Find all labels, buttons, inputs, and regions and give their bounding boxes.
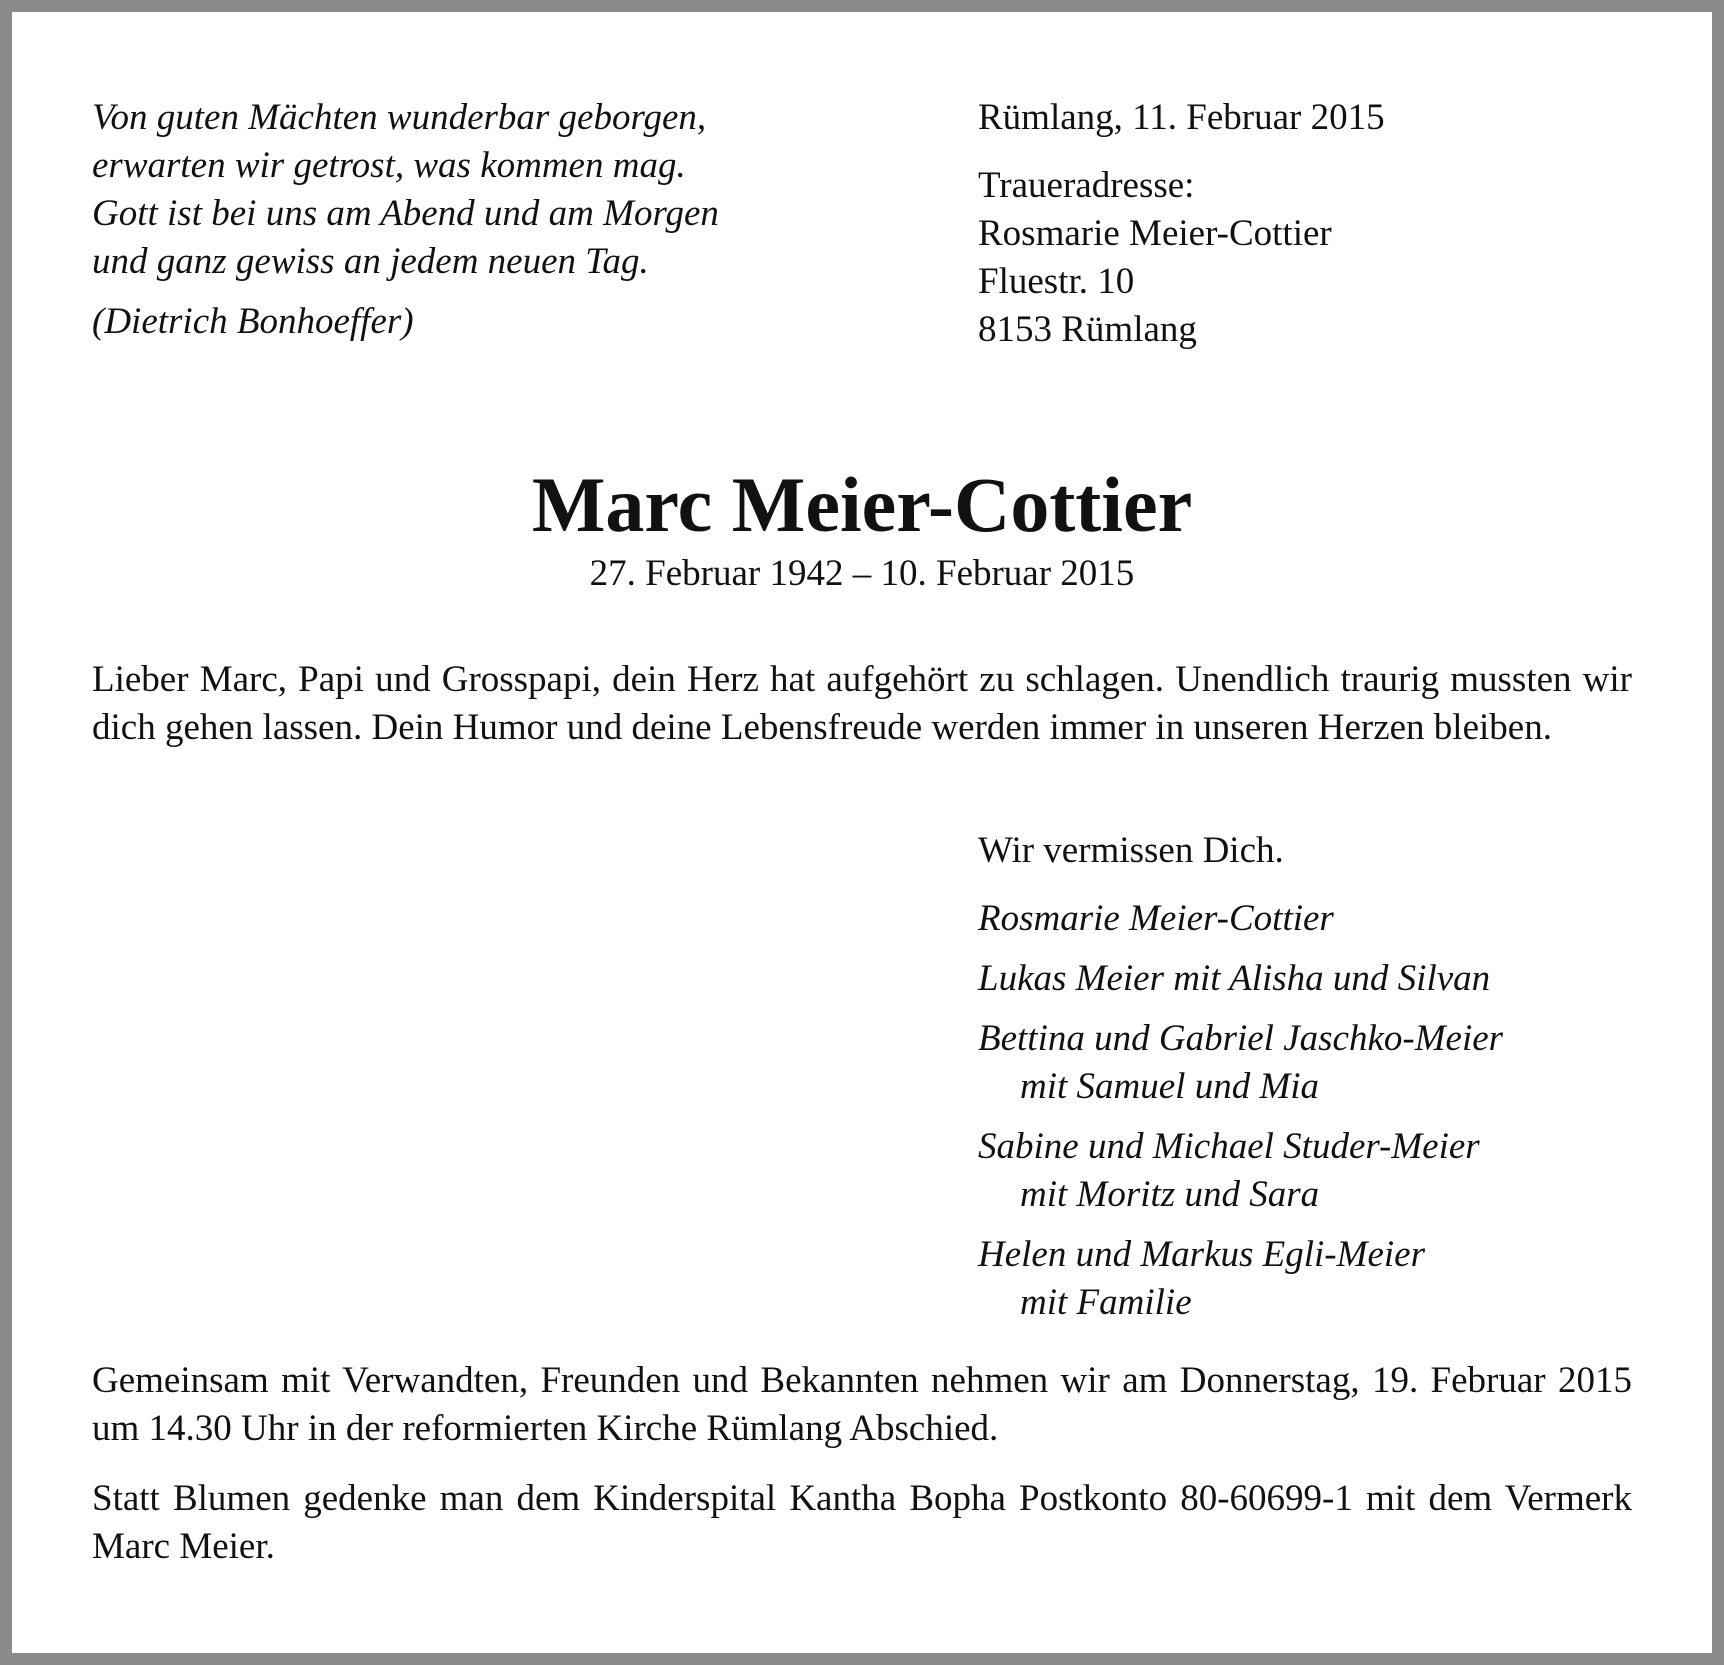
header-info bbox=[978, 94, 1678, 354]
family-member-children: mit Familie bbox=[1020, 1282, 1192, 1323]
address-label: Traueradresse: bbox=[978, 165, 1195, 206]
deceased-block bbox=[12, 460, 1712, 598]
family-member-name: Helen und Markus Egli-Meier bbox=[978, 1234, 1425, 1275]
address-city: 8153 Rümlang bbox=[978, 309, 1197, 350]
poem-line: Gott ist bei uns am Abend und am Morgen bbox=[92, 193, 719, 234]
family-member-name: Sabine und Michael Studer-Meier bbox=[978, 1126, 1480, 1167]
poem-line: erwarten wir getrost, was kommen mag. bbox=[92, 145, 686, 186]
family-member bbox=[978, 895, 1678, 943]
farewell-message: Lieber Marc, Papi und Grosspapi, dein Herz hat aufgehört zu schlagen. Unendlich traurig mussten wir dich gehen lassen. Dein Humor und deine Lebensfreude werden immer in unseren Herzen bleiben. bbox=[92, 659, 1632, 748]
place-date: Rümlang, 11. Februar 2015 bbox=[978, 97, 1385, 138]
family-member bbox=[978, 1123, 1678, 1219]
donation-note: Statt Blumen gedenke man dem Kinderspital Kantha Bopha Postkonto 80-60699-1 mit dem Vermerk Marc Meier. bbox=[92, 1478, 1632, 1567]
closing-line: Wir vermissen Dich. bbox=[978, 830, 1284, 871]
mourning-address bbox=[978, 162, 1678, 354]
family-member-name: Rosmarie Meier-Cottier bbox=[978, 898, 1334, 939]
family-member bbox=[978, 1015, 1678, 1111]
life-dates: 27. Februar 1942 – 10. Februar 2015 bbox=[589, 553, 1135, 594]
address-name: Rosmarie Meier-Cottier bbox=[978, 213, 1332, 254]
service-announcement: Gemeinsam mit Verwandten, Freunden und Bekannten nehmen wir am Donnerstag, 19. Februar 2015 um 14.30 Uhr in der reformierten Kirche Rümlang Abschied. bbox=[92, 1360, 1632, 1449]
address-street: Fluestr. 10 bbox=[978, 261, 1135, 302]
family-member-children: mit Moritz und Sara bbox=[1020, 1174, 1320, 1215]
family-member-name: Lukas Meier mit Alisha und Silvan bbox=[978, 958, 1491, 999]
poem-line: und ganz gewiss an jedem neuen Tag. bbox=[92, 241, 649, 282]
family-member-children: mit Samuel und Mia bbox=[1020, 1066, 1320, 1107]
family-member bbox=[978, 955, 1678, 1003]
deceased-name: Marc Meier-Cottier bbox=[531, 461, 1193, 548]
poem-line: Von guten Mächten wunderbar geborgen, bbox=[92, 97, 707, 138]
family-member-name: Bettina und Gabriel Jaschko-Meier bbox=[978, 1018, 1504, 1059]
poem-quote bbox=[92, 94, 872, 346]
obituary-page bbox=[12, 12, 1712, 1653]
family-member bbox=[978, 1231, 1678, 1327]
poem-author: (Dietrich Bonhoeffer) bbox=[92, 301, 414, 342]
family-list bbox=[978, 827, 1678, 1339]
